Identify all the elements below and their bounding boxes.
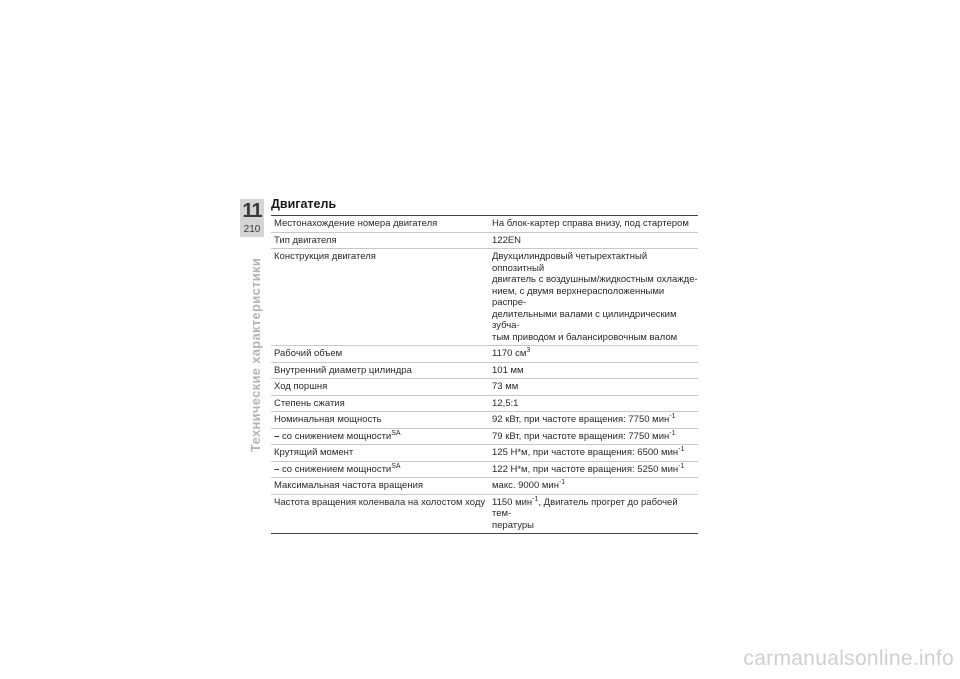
spec-value [488,249,698,346]
sa-marker: SA [391,429,401,437]
spec-row-displacement [271,346,698,363]
section-title: Двигатель [271,197,337,211]
spec-value-line: Двухцилиндровый четырехтактный оппозитный [492,251,648,274]
spec-value-text: 125 Н*м, при частоте вращения: 6500 мин [492,447,679,458]
spec-value: 122EN [492,234,522,246]
dash-marker: – [274,463,280,475]
spec-row-max-rpm [271,478,698,495]
superscript: -1 [532,495,539,503]
spec-value [488,494,698,534]
spec-label [271,428,488,445]
spec-label-text: со снижением мощности [281,463,392,475]
spec-row-type [271,232,698,249]
spec-value-text: 122 Н*м, при частоте вращения: 5250 мин [492,463,679,475]
dash-marker: – [274,430,280,442]
spec-value [488,346,698,363]
spec-value-text: 79 кВт, при частоте вращения: 7750 мин [492,430,670,442]
spec-value [488,412,698,429]
engine-spec-table [271,215,698,534]
spec-value-text: 92 кВт, при частоте вращения: 7750 мин [492,414,670,425]
chapter-badge [240,199,264,237]
spec-value [488,428,698,445]
spec-row-bore [271,362,698,379]
spec-label: Степень сжатия [274,397,345,409]
spec-value-line [492,497,698,520]
page-number: 210 [243,224,261,235]
spec-row-stroke [271,379,698,396]
spec-label: Крутящий момент [274,447,354,458]
spec-value-text: , Двигатель прогрет до рабочей тем- [492,496,678,519]
spec-label: Максимальная частота вращения [274,480,424,491]
spec-row-compression [271,395,698,412]
spec-row-location [271,216,698,233]
superscript: 3 [526,346,531,354]
superscript: -1 [678,462,685,470]
spec-row-torque [271,445,698,462]
spec-value-line: тым приводом и балансировочным валом [492,331,678,343]
spec-value-text: 1150 мин [492,496,533,508]
spec-value-text: макс. 9000 мин [492,480,559,491]
spec-value [488,478,698,495]
spec-label: Местонахождение номера двигателя [274,218,438,229]
spec-row-torque-reduced [271,461,698,478]
spec-row-idle [271,494,698,534]
spec-label: Тип двигателя [274,234,337,246]
spec-value: 12,5:1 [492,397,519,409]
spec-value-line: нием, с двумя верхнерасположенными распре- [492,285,665,308]
spec-label: Ход поршня [274,381,328,392]
spec-label [271,461,488,478]
spec-value-line: делительными валами с цилиндрическим зубча- [492,308,677,331]
spec-label: Внутренний диаметр цилиндра [274,364,412,376]
spec-label: Номинальная мощность [274,414,382,425]
spec-label: Рабочий объем [274,348,343,359]
superscript: -1 [678,445,685,453]
spec-value-text: 1170 см [492,348,527,359]
spec-label-text: со снижением мощности [281,430,392,442]
spec-value [488,445,698,462]
chapter-side-title: Технические характеристики [248,257,263,452]
spec-value [488,461,698,478]
spec-value-line: пературы [492,519,534,531]
spec-value-line: двигатель с воздушным/жидкостным охлажде- [492,274,698,285]
superscript: -1 [558,478,566,486]
superscript: -1 [669,412,676,420]
chapter-number: 11 [242,200,262,222]
spec-row-power [271,412,698,429]
sa-marker: SA [391,462,401,470]
spec-value: На блок-картер справа внизу, под стартером [492,218,689,229]
spec-value: 101 мм [492,364,524,376]
spec-row-power-reduced [271,428,698,445]
superscript: -1 [669,429,676,437]
spec-label: Частота вращения коленвала на холостом ходу [274,496,486,508]
watermark: carmanualsonline.info [743,647,954,670]
spec-value: 73 мм [492,381,519,392]
spec-label: Конструкция двигателя [274,251,376,262]
spec-row-design [271,249,698,346]
